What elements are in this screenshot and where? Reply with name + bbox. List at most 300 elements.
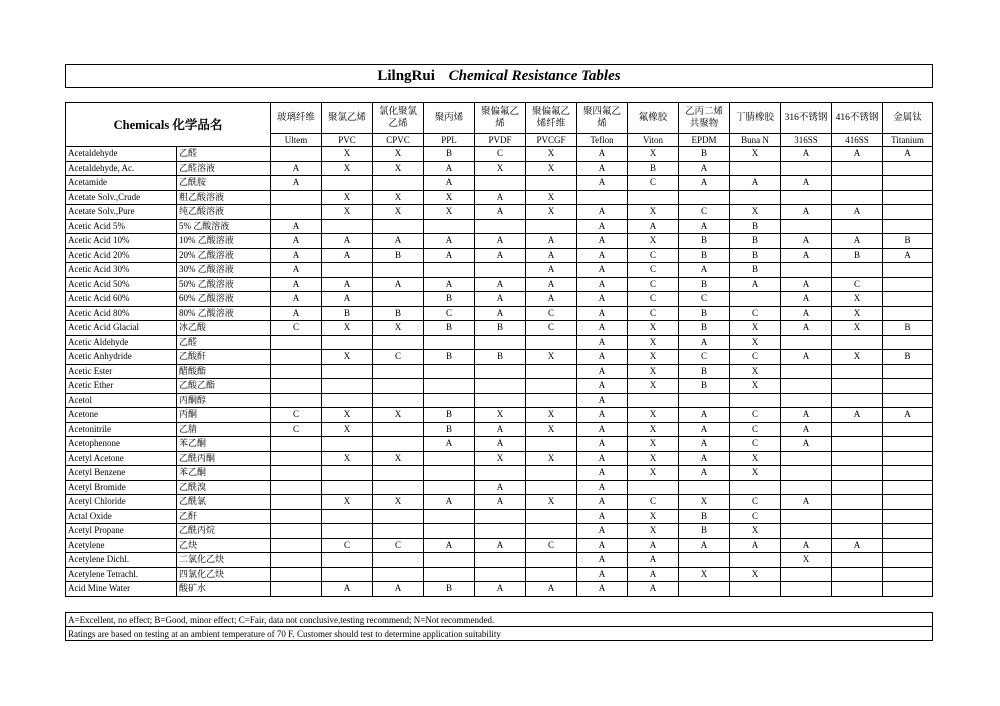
rating-cell: C (373, 538, 424, 553)
rating-cell: B (679, 277, 730, 292)
rating-cell (883, 538, 933, 553)
rating-cell: A (526, 277, 577, 292)
rating-cell (271, 205, 322, 220)
rating-cell (424, 567, 475, 582)
rating-cell: X (322, 350, 373, 365)
rating-cell: A (832, 234, 883, 249)
rating-cell (679, 190, 730, 205)
rating-cell (832, 422, 883, 437)
table-row (66, 480, 933, 495)
table-row (66, 437, 933, 452)
rating-cell (322, 219, 373, 234)
rating-cell: B (883, 234, 933, 249)
rating-cell: A (577, 408, 628, 423)
rating-cell: A (679, 176, 730, 191)
rating-cell (832, 582, 883, 597)
rating-cell: X (628, 509, 679, 524)
rating-cell: X (424, 205, 475, 220)
rating-cell (373, 437, 424, 452)
rating-cell: X (526, 190, 577, 205)
rating-cell: A (577, 292, 628, 307)
rating-cell (475, 364, 526, 379)
rating-cell: A (577, 509, 628, 524)
rating-cell (373, 524, 424, 539)
rating-cell: X (475, 161, 526, 176)
rating-cell: A (424, 277, 475, 292)
rating-cell: B (679, 248, 730, 263)
rating-cell (883, 219, 933, 234)
rating-cell: X (628, 321, 679, 336)
rating-cell (781, 582, 832, 597)
rating-cell: C (526, 538, 577, 553)
rating-cell: X (679, 495, 730, 510)
chemical-name-en: Acetyl Propane (66, 524, 177, 539)
rating-cell (475, 553, 526, 568)
rating-cell: A (577, 422, 628, 437)
resistance-table (65, 102, 933, 597)
material-en-header: PVDF (475, 134, 526, 147)
rating-cell: A (577, 524, 628, 539)
rating-cell: X (373, 321, 424, 336)
rating-cell (373, 219, 424, 234)
material-en-header: Titanium (883, 134, 933, 147)
rating-cell: C (832, 277, 883, 292)
rating-cell: A (679, 408, 730, 423)
material-en-header: CPVC (373, 134, 424, 147)
rating-cell (526, 335, 577, 350)
rating-cell (526, 509, 577, 524)
rating-cell (832, 364, 883, 379)
chemical-name-cn: 60% 乙酸溶液 (177, 292, 271, 307)
rating-cell (475, 176, 526, 191)
rating-cell: A (730, 277, 781, 292)
rating-cell (373, 379, 424, 394)
chemical-name-en: Acetic Acid Glacial (66, 321, 177, 336)
chemical-name-en: Acetate Solv.,Pure (66, 205, 177, 220)
rating-cell: C (628, 292, 679, 307)
rating-cell: X (730, 451, 781, 466)
rating-cell (883, 524, 933, 539)
rating-cell (373, 567, 424, 582)
rating-cell (781, 219, 832, 234)
table-row (66, 263, 933, 278)
rating-cell: X (526, 205, 577, 220)
rating-cell (424, 364, 475, 379)
table-row (66, 538, 933, 553)
rating-cell: C (730, 422, 781, 437)
rating-cell (526, 480, 577, 495)
rating-cell (832, 524, 883, 539)
rating-cell: A (271, 263, 322, 278)
material-cn-header: 聚丙烯 (424, 103, 475, 134)
chemical-name-cn: 苯乙酮 (177, 437, 271, 452)
rating-cell (424, 524, 475, 539)
table-row (66, 277, 933, 292)
rating-cell (781, 393, 832, 408)
material-cn-header: 聚偏氟乙烯纤维 (526, 103, 577, 134)
chemical-name-cn: 乙腈 (177, 422, 271, 437)
chemical-name-cn: 乙酰胺 (177, 176, 271, 191)
rating-cell (883, 567, 933, 582)
rating-cell: X (628, 147, 679, 162)
rating-cell: A (526, 292, 577, 307)
rating-cell: X (526, 422, 577, 437)
rating-cell (271, 190, 322, 205)
rating-cell: X (628, 408, 679, 423)
rating-cell (271, 553, 322, 568)
rating-cell: A (781, 277, 832, 292)
rating-cell (322, 176, 373, 191)
chemical-name-en: Acetic Ether (66, 379, 177, 394)
rating-cell (475, 393, 526, 408)
rating-cell: A (322, 248, 373, 263)
rating-cell (832, 263, 883, 278)
rating-cell: A (475, 205, 526, 220)
rating-cell: B (679, 234, 730, 249)
rating-cell: C (628, 176, 679, 191)
legend-table (65, 612, 933, 641)
rating-cell: B (730, 234, 781, 249)
rating-cell: A (832, 408, 883, 423)
rating-cell (883, 161, 933, 176)
rating-cell: A (322, 234, 373, 249)
rating-cell: A (424, 248, 475, 263)
rating-cell (271, 364, 322, 379)
rating-cell: B (475, 350, 526, 365)
rating-cell (373, 176, 424, 191)
table-row (66, 495, 933, 510)
rating-cell (781, 466, 832, 481)
rating-cell (781, 335, 832, 350)
chemical-name-cn: 乙酰丙酮 (177, 451, 271, 466)
rating-cell: A (526, 234, 577, 249)
rating-cell (424, 466, 475, 481)
chemical-name-cn: 粗乙酸溶液 (177, 190, 271, 205)
rating-cell: A (475, 495, 526, 510)
rating-cell: A (271, 277, 322, 292)
chemical-name-en: Acetylene Tetrachl. (66, 567, 177, 582)
rating-cell: X (832, 321, 883, 336)
rating-cell: X (322, 321, 373, 336)
rating-cell: A (730, 538, 781, 553)
chemical-name-en: Acetyl Acetone (66, 451, 177, 466)
header-row-cn (66, 103, 933, 134)
chemical-name-en: Acetol (66, 393, 177, 408)
rating-cell (373, 335, 424, 350)
rating-cell (883, 277, 933, 292)
material-en-header: 416SS (832, 134, 883, 147)
rating-cell: A (475, 582, 526, 597)
table-row (66, 205, 933, 220)
rating-cell: A (475, 422, 526, 437)
rating-cell: X (322, 147, 373, 162)
rating-cell: A (679, 335, 730, 350)
rating-cell: A (526, 582, 577, 597)
table-row (66, 219, 933, 234)
rating-cell: A (577, 277, 628, 292)
rating-cell: B (628, 161, 679, 176)
material-cn-header: 316不锈钢 (781, 103, 832, 134)
rating-cell: A (577, 466, 628, 481)
chemical-name-cn: 乙酰溴 (177, 480, 271, 495)
rating-cell (883, 335, 933, 350)
rating-cell (832, 509, 883, 524)
rating-cell: A (271, 161, 322, 176)
rating-cell (832, 553, 883, 568)
chemical-name-cn: 二氯化乙炔 (177, 553, 271, 568)
rating-cell (883, 176, 933, 191)
rating-cell (322, 509, 373, 524)
rating-cell (781, 567, 832, 582)
rating-cell: X (781, 553, 832, 568)
rating-cell: A (424, 538, 475, 553)
chemical-name-cn: 30% 乙酸溶液 (177, 263, 271, 278)
chemical-name-en: Acetic Acid 10% (66, 234, 177, 249)
material-en-header: PVC (322, 134, 373, 147)
rating-cell (475, 466, 526, 481)
rating-cell: B (679, 379, 730, 394)
chemicals-header: Chemicals 化学品名 (66, 103, 271, 147)
rating-cell: A (475, 437, 526, 452)
rating-cell (781, 509, 832, 524)
rating-cell: X (628, 205, 679, 220)
rating-cell: A (781, 437, 832, 452)
rating-cell: X (322, 422, 373, 437)
rating-cell (832, 437, 883, 452)
rating-cell: X (526, 451, 577, 466)
rating-cell (883, 480, 933, 495)
chemical-name-cn: 四氯化乙炔 (177, 567, 271, 582)
rating-cell: C (271, 408, 322, 423)
rating-cell: X (526, 147, 577, 162)
rating-cell (322, 553, 373, 568)
rating-cell: C (628, 277, 679, 292)
rating-cell: A (628, 567, 679, 582)
chemical-name-en: Acetyl Benzene (66, 466, 177, 481)
rating-cell (883, 292, 933, 307)
rating-cell: X (730, 335, 781, 350)
rating-cell (883, 364, 933, 379)
chemical-name-cn: 80% 乙酸溶液 (177, 306, 271, 321)
rating-cell (883, 306, 933, 321)
rating-cell: X (526, 495, 577, 510)
table-row (66, 321, 933, 336)
rating-cell: X (628, 451, 679, 466)
table-row (66, 161, 933, 176)
rating-cell (883, 263, 933, 278)
rating-cell: A (577, 263, 628, 278)
rating-cell: B (679, 147, 730, 162)
rating-cell: C (526, 306, 577, 321)
rating-cell (883, 205, 933, 220)
rating-cell: A (577, 480, 628, 495)
table-row (66, 567, 933, 582)
rating-cell (322, 393, 373, 408)
rating-cell: A (577, 205, 628, 220)
rating-cell: B (730, 248, 781, 263)
rating-cell (526, 553, 577, 568)
rating-cell: A (577, 147, 628, 162)
rating-cell: X (526, 350, 577, 365)
rating-cell (271, 466, 322, 481)
rating-cell: X (373, 147, 424, 162)
rating-cell: A (322, 277, 373, 292)
rating-cell: A (577, 350, 628, 365)
rating-cell: A (781, 248, 832, 263)
rating-cell: A (577, 451, 628, 466)
rating-cell: B (322, 306, 373, 321)
rating-cell: B (424, 292, 475, 307)
rating-cell (373, 480, 424, 495)
rating-cell: X (730, 379, 781, 394)
rating-cell: X (730, 567, 781, 582)
rating-cell: B (679, 364, 730, 379)
chemical-name-cn: 乙酐 (177, 509, 271, 524)
rating-cell (883, 379, 933, 394)
rating-cell: A (577, 495, 628, 510)
rating-cell (832, 335, 883, 350)
rating-cell: A (271, 219, 322, 234)
rating-cell (271, 393, 322, 408)
chemical-name-cn: 醋酸酯 (177, 364, 271, 379)
rating-cell: A (781, 205, 832, 220)
chemical-name-cn: 乙醛 (177, 335, 271, 350)
material-en-header: EPDM (679, 134, 730, 147)
chemical-name-cn: 乙酸酐 (177, 350, 271, 365)
chemical-name-cn: 丙酮 (177, 408, 271, 423)
rating-cell: A (577, 379, 628, 394)
rating-cell: A (577, 553, 628, 568)
rating-cell: A (577, 567, 628, 582)
rating-cell: B (679, 321, 730, 336)
rating-cell: A (781, 408, 832, 423)
rating-cell: X (628, 422, 679, 437)
rating-cell: A (832, 538, 883, 553)
material-cn-header: 聚氯乙烯 (322, 103, 373, 134)
rating-cell (730, 292, 781, 307)
chemical-name-cn: 冰乙酸 (177, 321, 271, 336)
rating-cell: A (475, 277, 526, 292)
rating-cell: A (679, 422, 730, 437)
table-row (66, 509, 933, 524)
rating-cell (679, 393, 730, 408)
title-bar (65, 64, 933, 88)
chemical-name-en: Acetic Aldehyde (66, 335, 177, 350)
table-row (66, 234, 933, 249)
material-cn-header: 乙丙二烯共聚物 (679, 103, 730, 134)
rating-cell (730, 480, 781, 495)
chemical-name-cn: 20% 乙酸溶液 (177, 248, 271, 263)
rating-cell: C (730, 350, 781, 365)
rating-cell: B (424, 350, 475, 365)
rating-cell (526, 379, 577, 394)
legend-line-1: A=Excellent, no effect; B=Good, minor effect; C=Fair, data not conclusive,testing recommend; N=Not recommended. (66, 613, 933, 627)
legend-line-2: Ratings are based on testing at an ambient temperature of 70 F. Customer should test to determine application suitability (66, 627, 933, 641)
rating-cell: A (679, 466, 730, 481)
rating-cell (322, 364, 373, 379)
rating-cell: C (424, 306, 475, 321)
rating-cell (883, 553, 933, 568)
rating-cell: C (679, 350, 730, 365)
rating-cell (475, 263, 526, 278)
rating-cell: A (832, 205, 883, 220)
rating-cell: A (373, 582, 424, 597)
rating-cell: A (577, 437, 628, 452)
table-row (66, 422, 933, 437)
rating-cell (271, 451, 322, 466)
rating-cell (271, 480, 322, 495)
rating-cell: B (679, 509, 730, 524)
rating-cell: X (322, 408, 373, 423)
rating-cell: C (730, 306, 781, 321)
rating-cell (832, 567, 883, 582)
rating-cell: B (424, 408, 475, 423)
chemical-name-en: Acetic Acid 5% (66, 219, 177, 234)
rating-cell: X (730, 147, 781, 162)
rating-cell: A (577, 248, 628, 263)
table-row (66, 147, 933, 162)
table-row (66, 466, 933, 481)
rating-cell: C (628, 306, 679, 321)
rating-cell: A (679, 263, 730, 278)
material-en-header: PVCGF (526, 134, 577, 147)
rating-cell: A (424, 234, 475, 249)
rating-cell (424, 335, 475, 350)
chemical-name-cn: 乙酸乙酯 (177, 379, 271, 394)
chemical-name-en: Acetaldehyde (66, 147, 177, 162)
chemical-name-en: Acetyl Chloride (66, 495, 177, 510)
rating-cell: X (373, 408, 424, 423)
rating-cell (322, 524, 373, 539)
chemical-name-cn: 乙炔 (177, 538, 271, 553)
rating-cell: A (526, 263, 577, 278)
rating-cell (832, 190, 883, 205)
rating-cell (781, 379, 832, 394)
material-cn-header: 玻璃纤维 (271, 103, 322, 134)
rating-cell: A (679, 538, 730, 553)
rating-cell: X (628, 350, 679, 365)
table-row (66, 379, 933, 394)
rating-cell: A (832, 147, 883, 162)
rating-cell: A (577, 393, 628, 408)
rating-cell: X (322, 161, 373, 176)
chemical-name-en: Actal Oxide (66, 509, 177, 524)
rating-cell (526, 393, 577, 408)
rating-cell (832, 466, 883, 481)
rating-cell: B (832, 248, 883, 263)
rating-cell (679, 582, 730, 597)
rating-cell (730, 553, 781, 568)
rating-cell: X (475, 451, 526, 466)
rating-cell (526, 524, 577, 539)
rating-cell (526, 219, 577, 234)
rating-cell (475, 379, 526, 394)
chemical-name-cn: 5% 乙酸溶液 (177, 219, 271, 234)
rating-cell (883, 582, 933, 597)
rating-cell: X (730, 466, 781, 481)
rating-cell (373, 292, 424, 307)
material-cn-header: 金属钛 (883, 103, 933, 134)
material-cn-header: 丁腈橡胶 (730, 103, 781, 134)
rating-cell (322, 335, 373, 350)
rating-cell: X (628, 437, 679, 452)
rating-cell: B (679, 306, 730, 321)
rating-cell: C (526, 321, 577, 336)
rating-cell (832, 161, 883, 176)
rating-cell: A (577, 234, 628, 249)
rating-cell: B (679, 524, 730, 539)
rating-cell: B (475, 321, 526, 336)
